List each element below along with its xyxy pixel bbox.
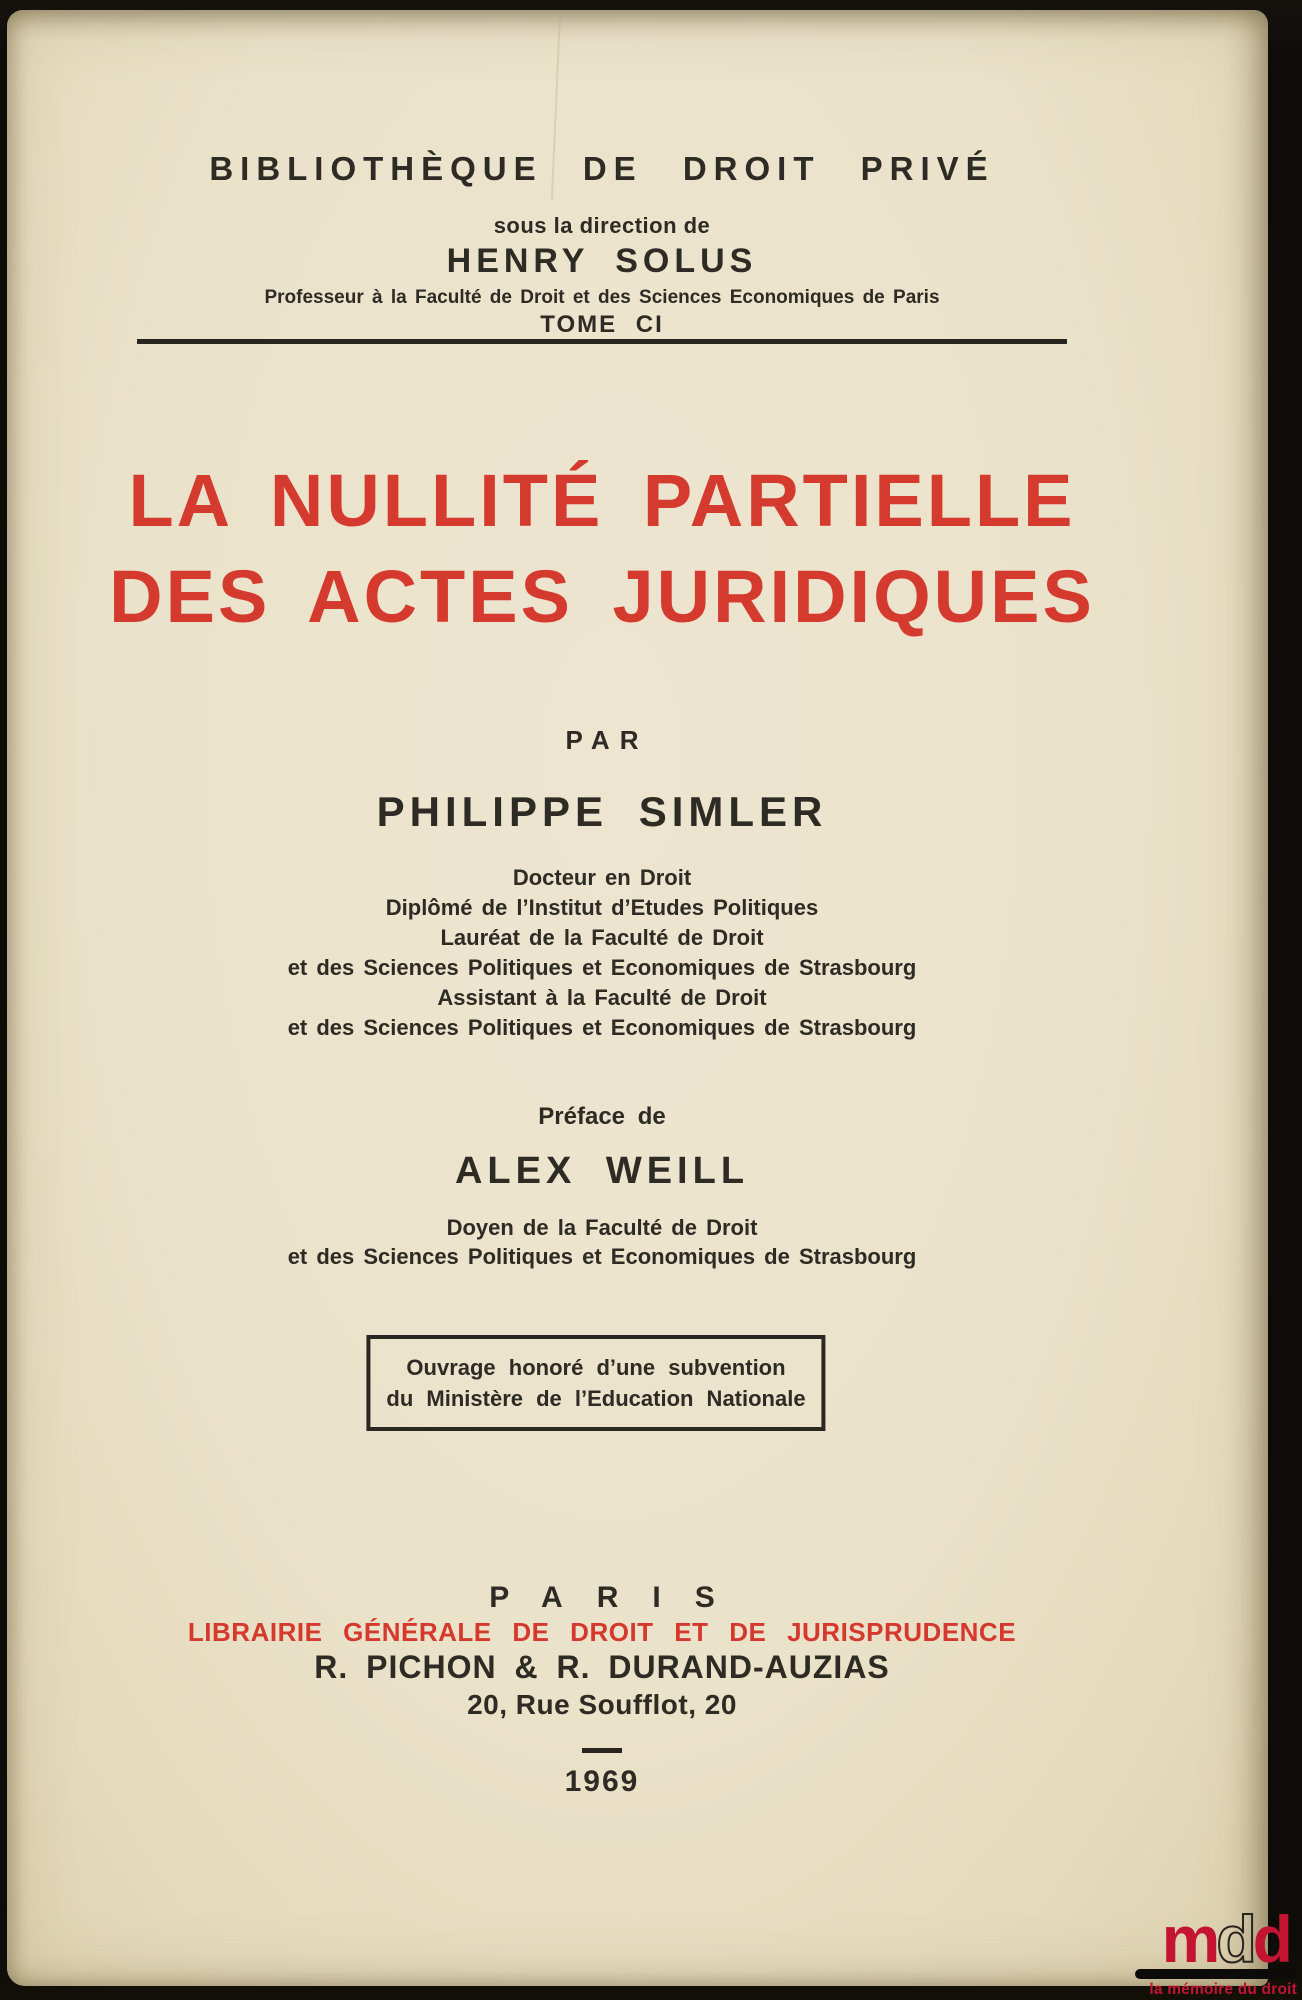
mdd-tagline: la mémoire du droit bbox=[1149, 1981, 1297, 1998]
year-rule bbox=[582, 1748, 622, 1753]
series-direction-label: sous la direction de bbox=[493, 213, 711, 238]
subvention-notice-line2: du Ministère de l’Education Nationale bbox=[386, 1386, 806, 1411]
mdd-watermark bbox=[1125, 1901, 1297, 1999]
series-director-title: Professeur à la Faculté de Droit et des Sciences Economiques de Paris bbox=[264, 287, 940, 308]
author-credential-line: et des Sciences Politiques et Economiques de Strasbourg bbox=[287, 1015, 917, 1040]
author-credential-line: Lauréat de la Faculté de Droit bbox=[440, 925, 764, 950]
subvention-notice-box bbox=[366, 1335, 825, 1431]
imprint-publisher: R. PICHON & R. DURAND-AUZIAS bbox=[314, 1649, 890, 1685]
author-credential-line: et des Sciences Politiques et Economiques de Strasbourg bbox=[287, 955, 917, 980]
book-title bbox=[7, 453, 1197, 645]
mdd-letter-m: m bbox=[1161, 1901, 1217, 1976]
author-credential-line: Docteur en Droit bbox=[512, 865, 692, 890]
imprint-address: 20, Rue Soufflot, 20 bbox=[467, 1689, 737, 1720]
author-name: PHILIPPE SIMLER bbox=[376, 788, 828, 835]
author-credentials bbox=[7, 863, 1197, 1043]
author-credential-line: Assistant à la Faculté de Droit bbox=[437, 985, 767, 1010]
by-label: PAR bbox=[565, 725, 649, 755]
series-title: BIBLIOTHÈQUE DE DROIT PRIVÉ bbox=[209, 150, 995, 187]
series-director-name: HENRY SOLUS bbox=[446, 242, 758, 280]
mdd-letter-d-solid: d bbox=[1252, 1901, 1289, 1976]
preface-credential-line: Doyen de la Faculté de Droit bbox=[446, 1215, 758, 1240]
mdd-logo bbox=[1125, 1901, 1297, 1976]
preface-credential-line: et des Sciences Politiques et Economiques de Strasbourg bbox=[287, 1244, 917, 1269]
header-rule bbox=[137, 339, 1067, 344]
imprint-librairie: LIBRAIRIE GÉNÉRALE DE DROIT ET DE JURISPRUDENCE bbox=[187, 1617, 1017, 1647]
imprint-year: 1969 bbox=[564, 1765, 640, 1798]
subvention-notice-line1: Ouvrage honoré d’une subvention bbox=[406, 1355, 786, 1380]
mdd-letter-d-outline: d bbox=[1216, 1901, 1253, 1976]
author-credential-line: Diplômé de l’Institut d’Etudes Politiques bbox=[385, 895, 819, 920]
preface-author-credentials bbox=[7, 1213, 1197, 1271]
preface-label: Préface de bbox=[538, 1103, 666, 1130]
imprint-city: PARIS bbox=[489, 1581, 749, 1614]
book-title-page bbox=[7, 10, 1268, 1986]
book-title-line1: LA NULLITÉ PARTIELLE bbox=[128, 459, 1076, 542]
title-page-content bbox=[7, 10, 1197, 1986]
tome-number: TOME CI bbox=[540, 311, 664, 338]
book-title-line2: DES ACTES JURIDIQUES bbox=[109, 555, 1095, 638]
preface-author-name: ALEX WEILL bbox=[454, 1150, 750, 1192]
